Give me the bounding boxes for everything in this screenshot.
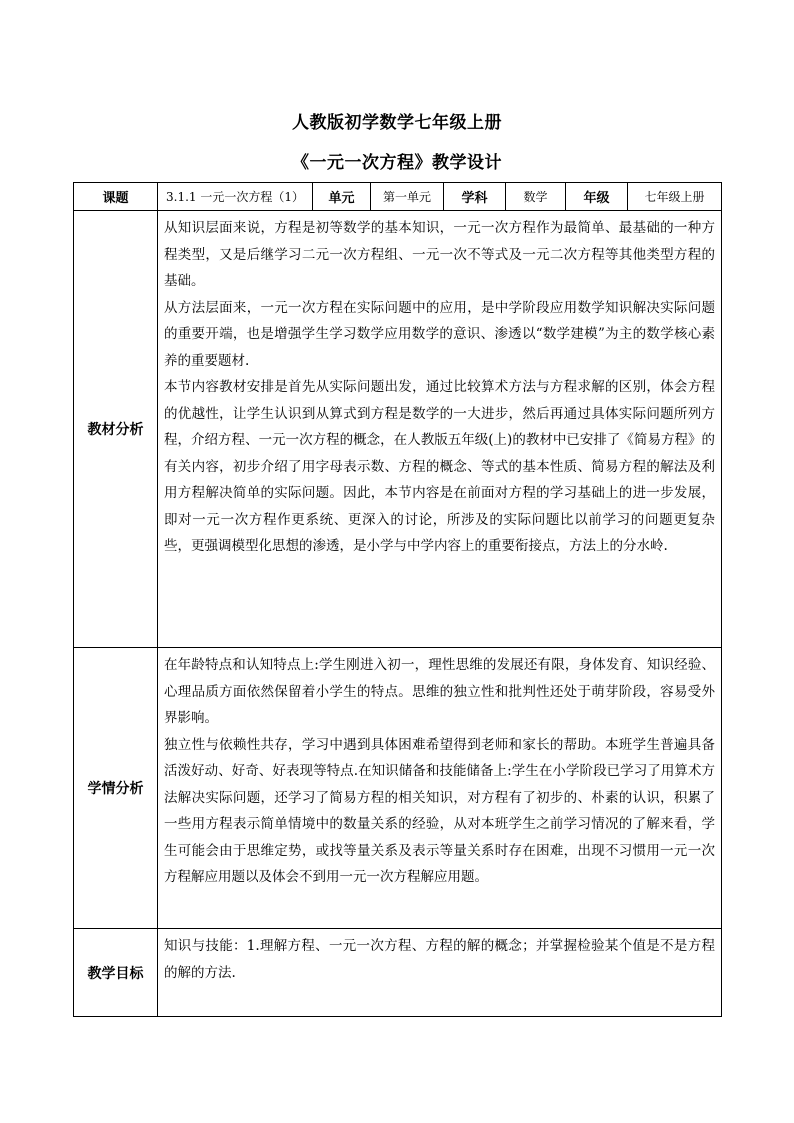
student-analysis-label: 学情分析: [74, 648, 158, 929]
student-paragraph: 独立性与依赖性共存，学习中遇到具体困难希望得到老师和家长的帮助。本班学生普遍具备活泼好动、好奇、好表现等特点.在知识储备和技能储备上:学生在小学阶段已学习了用算术方法解决实际问题，还学习了简易方程的相关知识，对方程有了初步的、朴素的认识，积累了一些用方程表示简单情境中的数量关系的经验，从对本班学生之前学习情况的了解来看，学生可能会由于思维定势，或找等量关系及表示等量关系时存在困难，出现不习惯用一元一次方程解应用题以及体会不到用一元一次方程解应用题。: [164, 736, 715, 885]
lesson-plan-table: [73, 182, 722, 1017]
grade-label: 年级: [566, 183, 628, 211]
course-value: 3.1.1 一元一次方程（1）: [158, 183, 313, 211]
student-paragraph: 在年龄特点和认知特点上:学生刚进入初一，理性思维的发展还有限，身体发育、知识经验、心理品质方面依然保留着小学生的特点。思维的独立性和批判性还处于萌芽阶段，容易受外界影响。: [164, 657, 715, 726]
subject-label: 学科: [444, 183, 506, 211]
document-title: 人教版初学数学七年级上册: [292, 113, 502, 133]
course-label: 课题: [74, 183, 158, 211]
textbook-analysis-row: [74, 211, 722, 648]
textbook-paragraph: 本节内容教材安排是首先从实际问题出发，通过比较算术方法与方程求解的区别，体会方程的优越性，让学生认识到从算式到方程是数学的一大进步，然后再通过具体实际问题所列方程，介绍方程、一元一次方程的概念，在人教版五年级(上)的教材中已安排了《简易方程》的有关内容，初步介绍了用字母表示数、方程的概念、等式的基本性质、简易方程的解法及利用方程解决简单的实际问题。因此，本节内容是在前面对方程的学习基础上的进一步发展，即对一元一次方程作更系统、更深入的讨论，所涉及的实际问题比以前学习的问题更复杂些，更强调模型化思想的渗透，是小学与中学内容上的重要衔接点，方法上的分水岭.: [164, 379, 715, 554]
subject-value: 数学: [506, 183, 566, 211]
student-analysis-content: [158, 648, 722, 929]
teaching-goals-row: [74, 929, 722, 1017]
document-subtitle: 《一元一次方程》教学设计: [292, 153, 502, 173]
textbook-paragraph: 从知识层面来说，方程是初等数学的基本知识，一元一次方程作为最简单、最基础的一种方程类型，又是后继学习二元一次方程组、一元一次不等式及一元二次方程等其他类型方程的基础。: [164, 220, 715, 289]
textbook-analysis-label: 教材分析: [74, 211, 158, 648]
goal-paragraph: 知识与技能：1.理解方程、一元一次方程、方程的解的概念；并掌握检验某个值是不是方程的解的方法.: [164, 938, 715, 981]
grade-value: 七年级上册: [628, 183, 722, 211]
teaching-goals-content: [158, 929, 722, 1017]
unit-label: 单元: [313, 183, 371, 211]
teaching-goals-label: 教学目标: [74, 929, 158, 1017]
textbook-analysis-content: [158, 211, 722, 648]
unit-value: 第一单元: [371, 183, 444, 211]
student-analysis-row: [74, 648, 722, 929]
header-row: [74, 183, 722, 211]
textbook-paragraph: 从方法层面来，一元一次方程在实际问题中的应用，是中学阶段应用数学知识解决实际问题的重要开端，也是增强学生学习数学应用数学的意识、渗透以“数学建模”为主的数学核心素养的重要题材.: [164, 299, 715, 369]
